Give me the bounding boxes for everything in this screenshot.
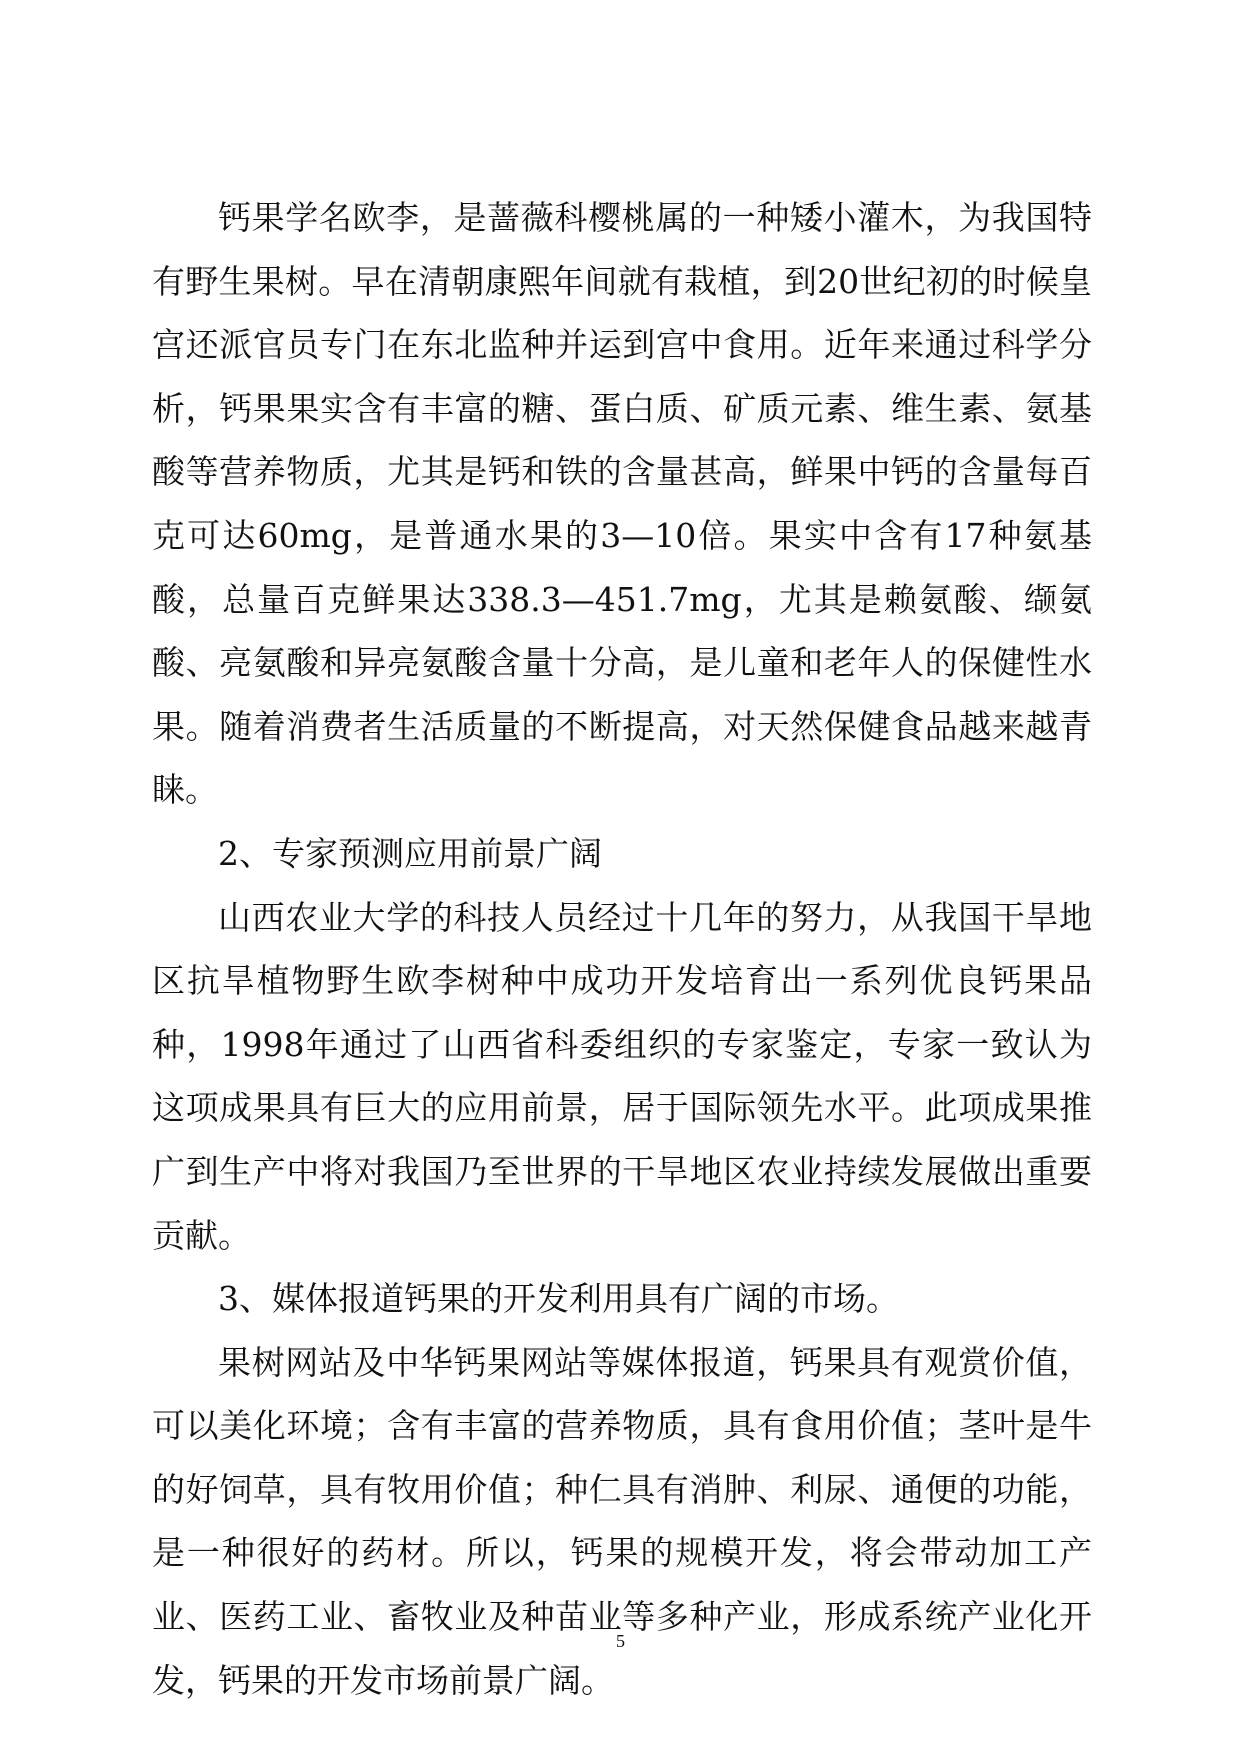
section-heading-3: 3、媒体报道钙果的开发利用具有广阔的市场。 [218,1279,899,1319]
document-body [152,186,1092,1712]
section-heading-2: 2、专家预测应用前景广阔 [218,833,602,873]
page-number: 5 [616,1631,625,1651]
paragraph-intro: 钙果学名欧李，是蔷薇科樱桃属的一种矮小灌木，为我国特有野生果树。早在清朝康熙年间就有栽植，到20世纪初的时候皇宫还派官员专门在东北监种并运到宫中食用。近年来通过科学分析，钙果果实含有丰富的糖、蛋白质、矿质元素、维生素、氨基酸等营养物质，尤其是钙和铁的含量甚高，鲜果中钙的含量每百克可达60mg，是普通水果的3—10倍。果实中含有17种氨基酸，总量百克鲜果达338.3—451.7mg，尤其是赖氨酸、缬氨酸、亮氨酸和异亮氨酸含量十分高，是儿童和老年人的保健性水果。随着消费者生活质量的不断提高，对天然保健食品越来越青睐。 [152,198,1092,810]
paragraph-media-report: 果树网站及中华钙果网站等媒体报道，钙果具有观赏价值，可以美化环境；含有丰富的营养物质，具有食用价值；茎叶是牛的好饲草，具有牧用价值；种仁具有消肿、利尿、通便的功能，是一种很好的药材。所以，钙果的规模开发，将会带动加工产业、医药工业、畜牧业及种苗业等多种产业，形成系统产业化开发，钙果的开发市场前景广阔。 [152,1342,1092,1700]
paragraph-expert-forecast: 山西农业大学的科技人员经过十几年的努力，从我国干旱地区抗旱植物野生欧李树种中成功开发培育出一系列优良钙果品种，1998年通过了山西省科委组织的专家鉴定，专家一致认为这项成果具有巨大的应用前景，居于国际领先水平。此项成果推广到生产中将对我国乃至世界的干旱地区农业持续发展做出重要贡献。 [152,897,1092,1255]
